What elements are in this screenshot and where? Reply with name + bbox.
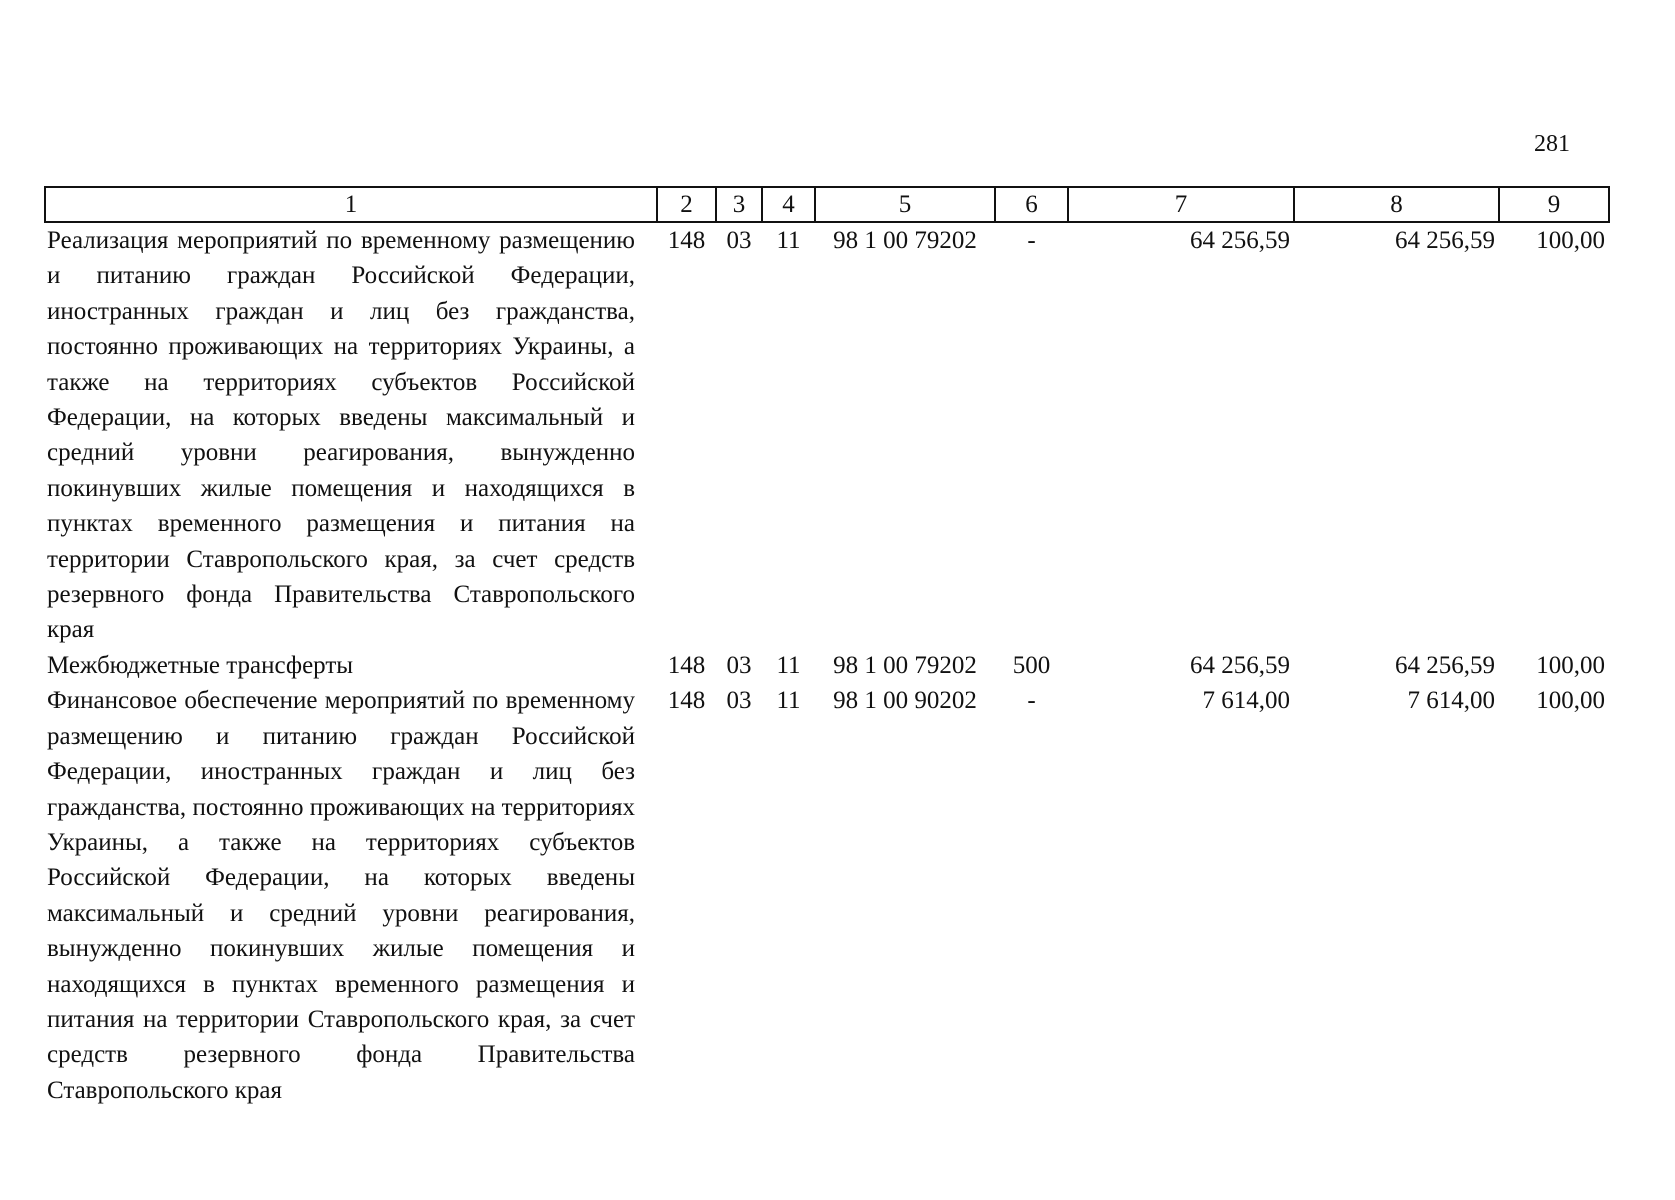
- row-ministry: 148: [667, 227, 706, 254]
- row-subsection: 11: [776, 651, 801, 679]
- row-target: 98 1 00 79202: [833, 651, 977, 679]
- row-percent: 100,00: [1536, 687, 1605, 715]
- table-row: [45, 222, 1609, 648]
- row-ministry: 148: [667, 687, 706, 715]
- row-expense-type: 500: [1012, 651, 1051, 679]
- row-subsection: 11: [776, 227, 801, 254]
- row-target: 98 1 00 90202: [833, 687, 977, 715]
- header-col-4: 4: [762, 187, 815, 222]
- row-percent: 100,00: [1536, 227, 1605, 254]
- row-plan: 64 256,59: [1190, 651, 1290, 679]
- header-col-8: 8: [1294, 187, 1499, 222]
- header-col-9: 9: [1499, 187, 1609, 222]
- row-actual: 7 614,00: [1407, 687, 1495, 715]
- header-col-6: 6: [995, 187, 1068, 222]
- row-percent: 100,00: [1536, 651, 1605, 679]
- row-section: 03: [726, 651, 752, 679]
- row-section: 03: [726, 687, 752, 715]
- header-col-5: 5: [815, 187, 995, 222]
- page-number: 281: [1534, 131, 1570, 157]
- row-subsection: 11: [776, 687, 801, 715]
- row-target: 98 1 00 79202: [833, 227, 977, 254]
- row-plan: 64 256,59: [1190, 227, 1290, 254]
- table-row: [45, 683, 1609, 1108]
- table-row: [45, 648, 1609, 683]
- header-col-3: 3: [716, 187, 762, 222]
- header-col-7: 7: [1068, 187, 1294, 222]
- row-name: Межбюджетные трансферты: [47, 651, 354, 679]
- header-row: [45, 187, 1609, 222]
- row-actual: 64 256,59: [1395, 227, 1495, 254]
- budget-table: [44, 186, 1610, 1108]
- row-plan: 7 614,00: [1202, 687, 1290, 715]
- row-name: Реализация мероприятий по временному размещению и питанию граждан Российской Федерации, иностранных граждан и лиц без гражданства, постоянно проживающих на территориях Украины, а также на территориях субъектов Российской Федерации, на которых введены максимальный и средний уровни реагирования, вынужденно покинувших жилые помещения и находящихся в пунктах временного размещения и питания на территории Ставропольского края, за счет средств резервного фонда Правительства Ставропольского края: [47, 227, 635, 644]
- header-col-2: 2: [657, 187, 716, 222]
- row-expense-type: -: [1027, 227, 1036, 254]
- row-name: Финансовое обеспечение мероприятий по временному размещению и питанию граждан Российской Федерации, иностранных граждан и лиц без гражданства, постоянно проживающих на территориях Украины, а также на территориях субъектов Российской Федерации, на которых введены максимальный и средний уровни реагирования, вынужденно покинувших жилые помещения и находящихся в пунктах временного размещения и питания на территории Ставропольского края, за счет средств резервного фонда Правительства Ставропольского края: [47, 687, 635, 1104]
- header-col-1: 1: [45, 187, 657, 222]
- row-ministry: 148: [667, 651, 706, 679]
- table-body: [45, 222, 1609, 1108]
- table-header: [45, 187, 1609, 222]
- row-expense-type: -: [1027, 687, 1036, 715]
- row-section: 03: [726, 227, 752, 254]
- row-actual: 64 256,59: [1395, 651, 1495, 679]
